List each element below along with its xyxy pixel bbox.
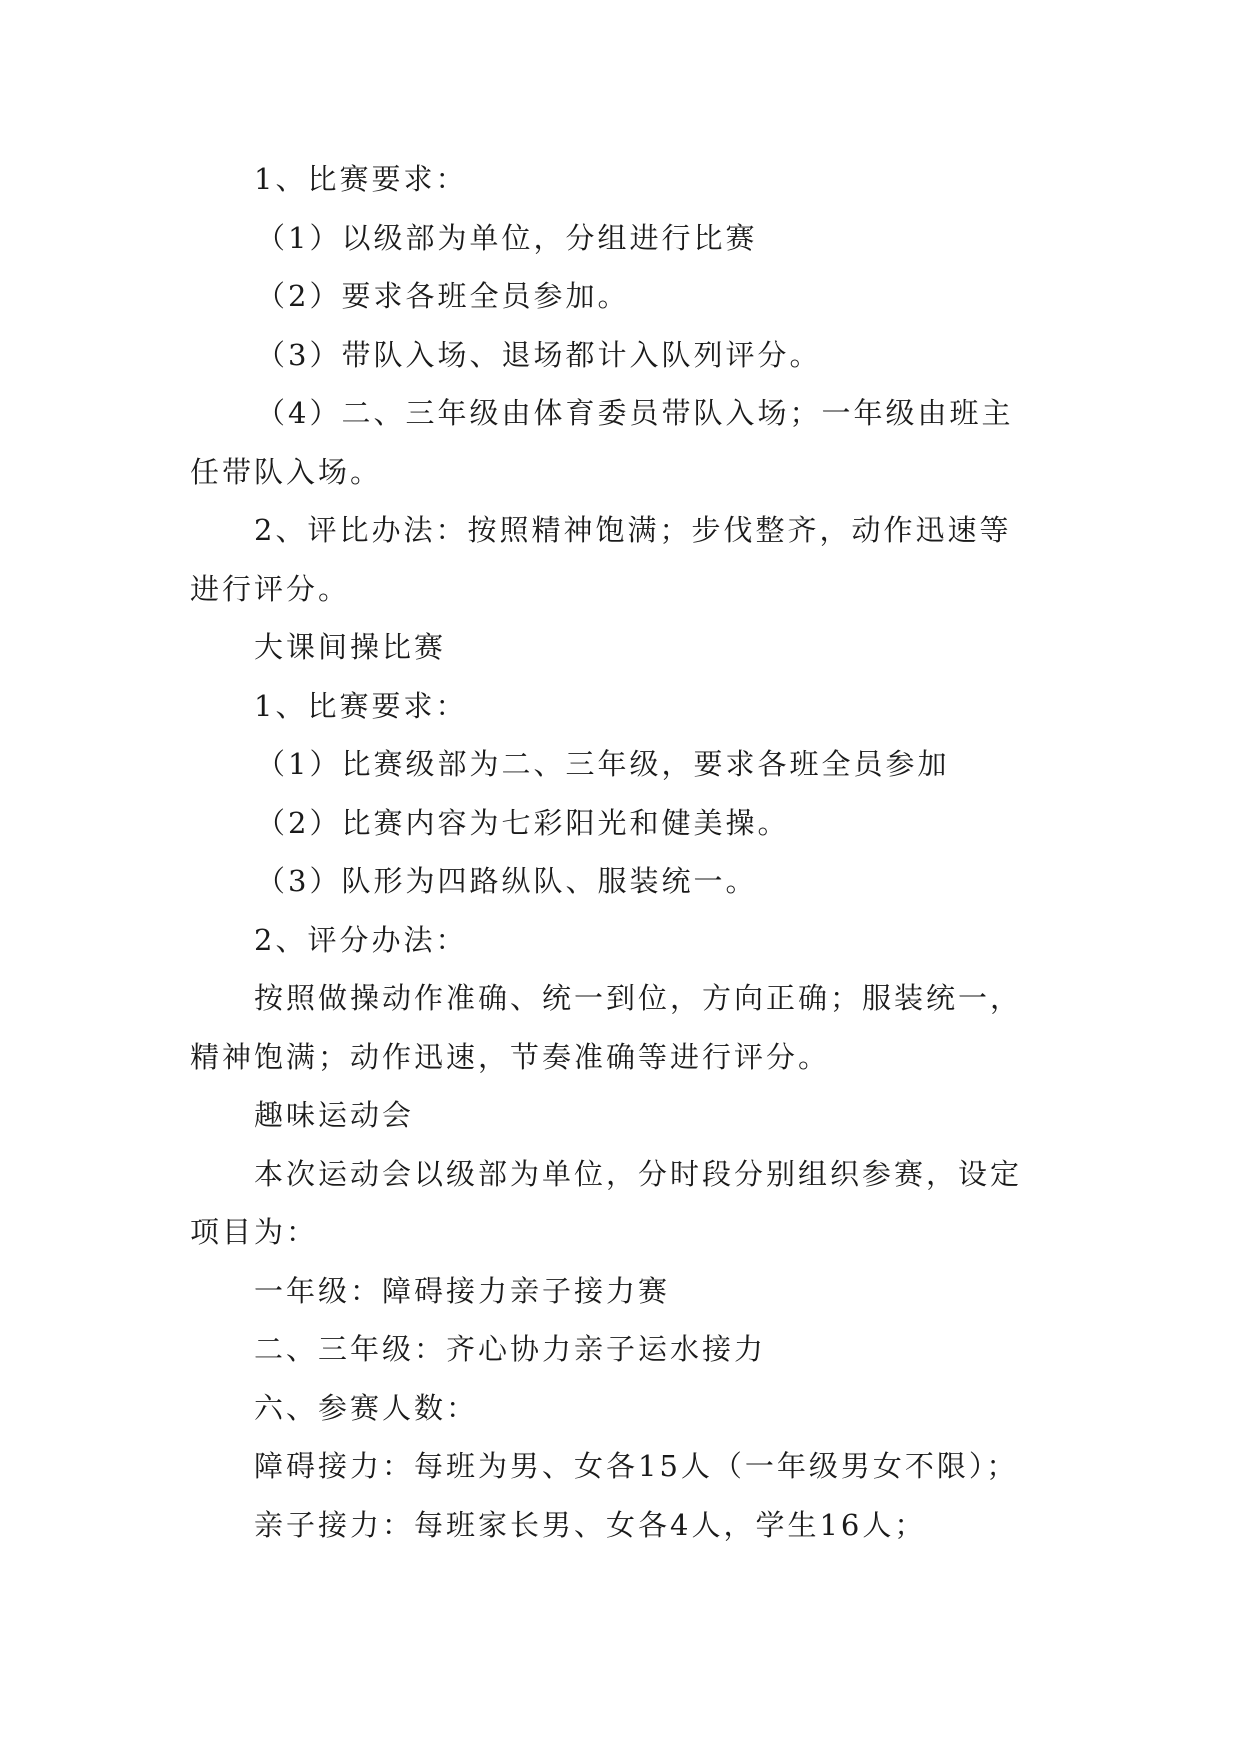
text-line: （2）比赛内容为七彩阳光和健美操。 xyxy=(256,805,790,840)
text-line: 项目为： xyxy=(190,1215,319,1249)
text-line: 六、参赛人数： xyxy=(254,1390,479,1425)
text-line: 1、比赛要求： xyxy=(254,162,468,196)
text-line: 按照做操动作准确、统一到位，方向正确；服装统一， xyxy=(254,981,1023,1015)
text-line: （1）以级部为单位，分组进行比赛 xyxy=(256,220,758,255)
text-line: 2、评分办法： xyxy=(254,922,468,957)
text-line: （3）队形为四路纵队、服装统一。 xyxy=(256,864,758,898)
text-line: 2、评比办法：按照精神饱满；步伐整齐，动作迅速等 xyxy=(254,513,1012,547)
section-heading: 趣味运动会 xyxy=(254,1098,415,1132)
section-heading: 大课间操比赛 xyxy=(254,630,447,664)
text-line: 本次运动会以级部为单位，分时段分别组织参赛，设定 xyxy=(254,1156,1023,1191)
text-line: 一年级：障碍接力亲子接力赛 xyxy=(254,1273,671,1308)
document-body xyxy=(190,150,1060,1554)
text-line: 亲子接力：每班家长男、女各4人，学生16人； xyxy=(254,1507,927,1542)
text-line: （1）比赛级部为二、三年级，要求各班全员参加 xyxy=(256,747,950,781)
text-line: 1、比赛要求： xyxy=(254,688,468,723)
text-line: 精神饱满；动作迅速，节奏准确等进行评分。 xyxy=(190,1039,831,1074)
text-line: 任带队入场。 xyxy=(190,454,383,489)
text-line: （3）带队入场、退场都计入队列评分。 xyxy=(256,337,822,372)
text-line: （4）二、三年级由体育委员带队入场；一年级由班主 xyxy=(256,396,1014,430)
text-line: （2）要求各班全员参加。 xyxy=(256,279,630,313)
text-line: 二、三年级：齐心协力亲子运水接力 xyxy=(254,1332,767,1366)
text-line: 障碍接力：每班为男、女各15人（一年级男女不限）； xyxy=(254,1449,1019,1483)
text-line: 进行评分。 xyxy=(190,571,351,606)
